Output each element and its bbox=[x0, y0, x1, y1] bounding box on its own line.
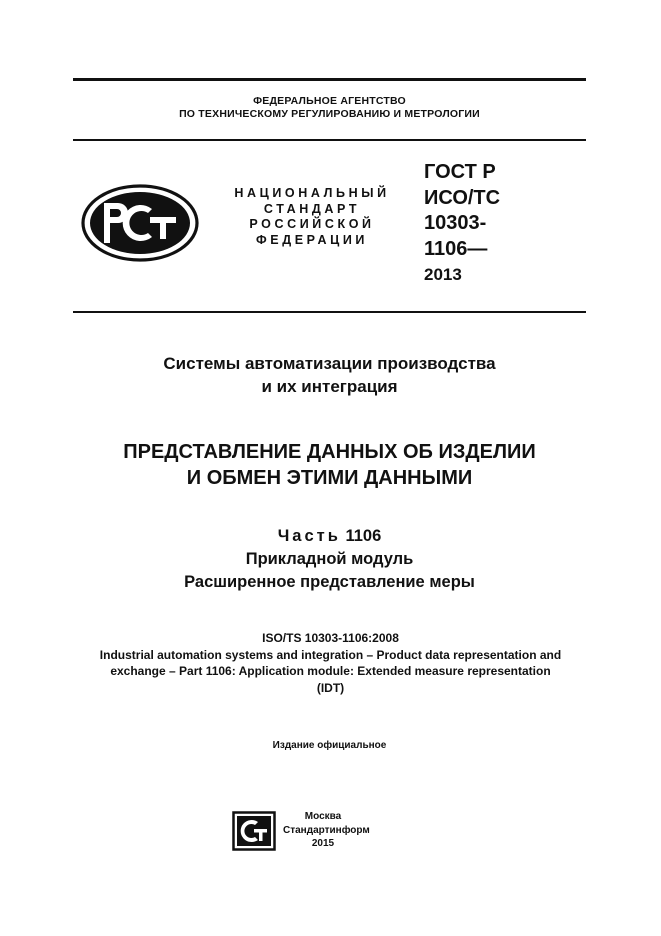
designation-year: 2013 bbox=[424, 265, 462, 284]
title-line-2: И ОБМЕН ЭТИМИ ДАННЫМИ bbox=[186, 467, 473, 489]
designation-line-3: 10303- bbox=[424, 212, 487, 234]
iso-reference bbox=[40, 630, 621, 696]
designation-line-4: 1106— bbox=[424, 237, 488, 260]
national-line-1: НАЦИОНАЛЬНЫЙ bbox=[234, 186, 390, 200]
publisher-year: 2015 bbox=[311, 838, 335, 849]
edition-label: Издание официальное bbox=[272, 740, 387, 751]
part-line-3: Расширенное представление меры bbox=[184, 573, 475, 591]
standard-designation bbox=[424, 160, 534, 288]
national-line-3: РОССИЙСКОЙ bbox=[249, 217, 375, 231]
iso-line-2: Industrial automation systems and integration – Product data representation and bbox=[99, 647, 562, 662]
iso-line-4: (IDT) bbox=[316, 680, 345, 695]
title-line-1: ПРЕДСТАВЛЕНИЕ ДАННЫХ ОБ ИЗДЕЛИИ bbox=[123, 441, 536, 463]
part-line-2: Прикладной модуль bbox=[245, 550, 414, 568]
part-number: 1106 bbox=[345, 527, 382, 545]
top-rule bbox=[73, 78, 586, 81]
designation-line-2: ИСО/ТС bbox=[424, 186, 501, 209]
header-rule bbox=[73, 139, 586, 141]
part-number-line bbox=[73, 525, 586, 548]
agency-line-1: ФЕДЕРАЛЬНОЕ АГЕНТСТВО bbox=[253, 95, 406, 107]
agency-header bbox=[73, 95, 586, 121]
rst-logo-icon bbox=[80, 183, 200, 263]
series-title bbox=[73, 352, 586, 398]
part-heading bbox=[73, 525, 586, 594]
designation-line-1: ГОСТ Р bbox=[424, 161, 496, 183]
publisher-name: Стандартинформ bbox=[283, 824, 370, 836]
agency-line-2: ПО ТЕХНИЧЕСКОМУ РЕГУЛИРОВАНИЮ И МЕТРОЛОГИИ bbox=[179, 108, 480, 120]
series-line-1: Системы автоматизации производства bbox=[163, 354, 496, 373]
series-line-2: и их интеграция bbox=[261, 377, 398, 396]
iso-line-1: ISO/TS 10303-1106:2008 bbox=[262, 631, 399, 645]
publisher-city: Москва bbox=[304, 811, 342, 822]
standartinform-logo-icon bbox=[232, 811, 276, 851]
national-line-2: СТАНДАРТ bbox=[263, 201, 361, 216]
national-standard-label bbox=[222, 186, 402, 248]
iso-line-3: exchange – Part 1106: Application module: Extended measure representation bbox=[110, 664, 551, 678]
document-title bbox=[73, 439, 586, 491]
title-rule bbox=[73, 311, 586, 313]
part-label: Часть bbox=[277, 527, 341, 545]
national-line-4: ФЕДЕРАЦИИ bbox=[255, 232, 368, 247]
publisher-imprint bbox=[283, 810, 370, 851]
